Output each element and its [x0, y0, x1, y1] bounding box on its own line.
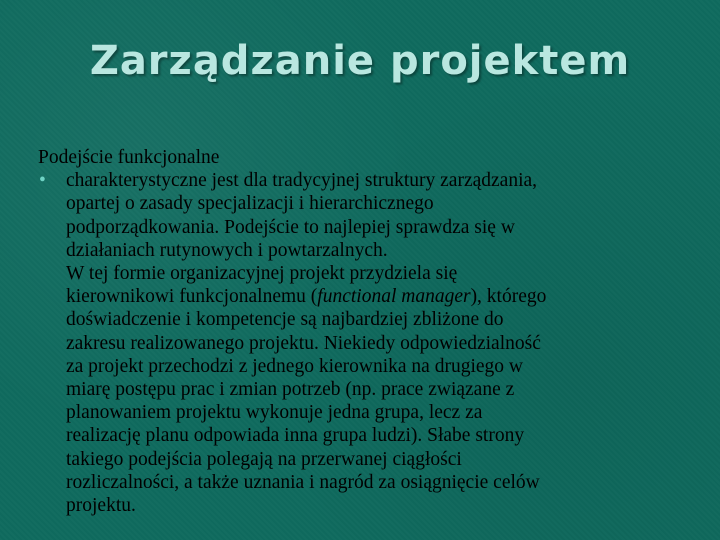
slide-content [38, 146, 678, 517]
bullet-icon: • [39, 170, 46, 192]
slide-title: Zarządzanie projektem [89, 38, 631, 84]
text-line: rozliczalności, a także uznania i nagród za osiągnięcie celów [66, 471, 540, 493]
text-line: za projekt przechodzi z jednego kierownika na drugiego w [66, 355, 523, 377]
text-segment: kierownikowi funkcjonalnemu ( [66, 286, 318, 308]
text-line: W tej formie organizacyjnej projekt przydziela się [66, 263, 458, 285]
text-line: doświadczenie i kompetencje są najbardziej zbliżone do [66, 309, 504, 331]
text-line: podporządkowania. Podejście to najlepiej sprawdza się w [66, 216, 515, 238]
text-line: realizację planu odpowiada inna grupa ludzi). Słabe strony [66, 425, 525, 447]
text-line: planowaniem projektu wykonuje jedna grupa, lecz za [66, 402, 483, 424]
text-line: takiego podejścia polegają na przerwanej ciągłości [66, 448, 462, 470]
text-line: projektu. [66, 495, 136, 517]
section-heading: Podejście funkcjonalne [38, 147, 220, 168]
italic-term: functional manager [317, 286, 471, 308]
bullet-item [38, 169, 678, 517]
text-line: miarę postępu prac i zmian potrzeb (np. prace związane z [66, 379, 515, 401]
text-segment: ), którego [470, 286, 547, 308]
bullet-text [66, 169, 678, 517]
text-line: zakresu realizowanego projektu. Niekiedy odpowiedzialność [66, 332, 541, 354]
text-line-functional-manager [66, 285, 678, 308]
text-line: charakterystyczne jest dla tradycyjnej struktury zarządzania, [66, 170, 538, 192]
text-line: opartej o zasady specjalizacji i hierarchicznego [66, 193, 434, 215]
text-line: działaniach rutynowych i powtarzalnych. [66, 239, 388, 261]
